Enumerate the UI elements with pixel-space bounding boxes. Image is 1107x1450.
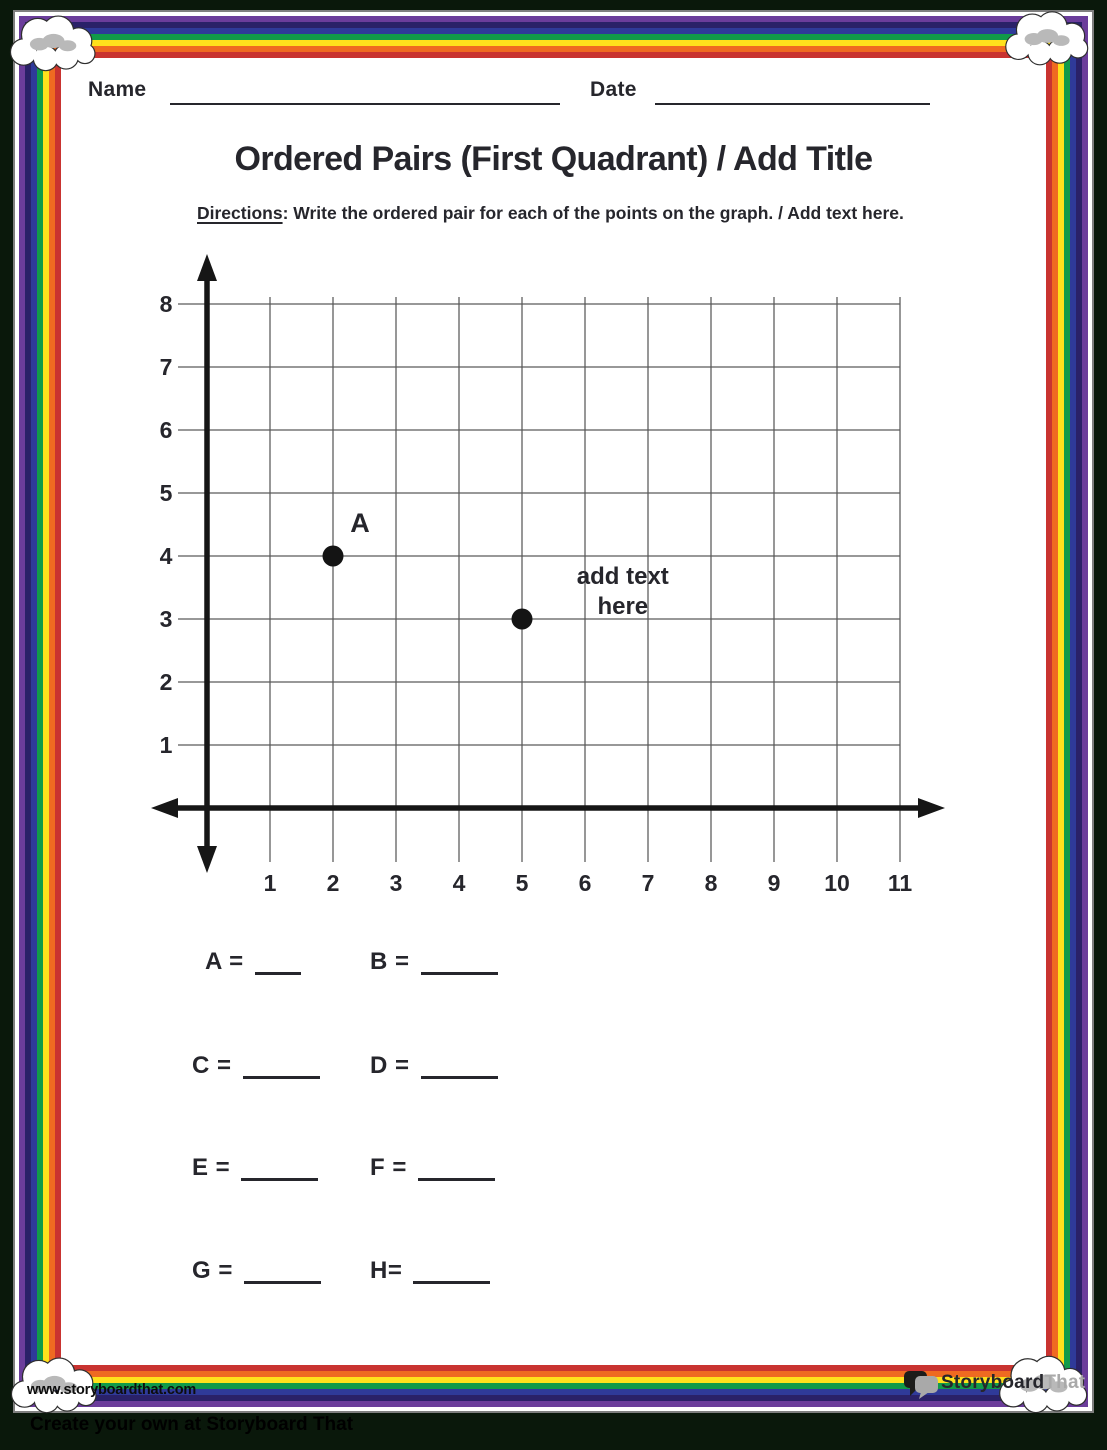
y-tick-label: 1 bbox=[159, 732, 173, 758]
y-tick-label: 2 bbox=[159, 669, 173, 695]
answer-blank bbox=[421, 1062, 498, 1079]
name-label: Name bbox=[88, 78, 147, 101]
answer-item bbox=[370, 1154, 495, 1182]
logo-storyboard: Storyboard bbox=[941, 1372, 1045, 1393]
x-tick-label: 8 bbox=[704, 870, 718, 896]
answer-item bbox=[370, 948, 498, 976]
x-tick-label: 9 bbox=[767, 870, 781, 896]
x-tick-label: 10 bbox=[824, 870, 850, 896]
page-title: Ordered Pairs (First Quadrant) / Add Title bbox=[234, 140, 873, 178]
answer-item bbox=[192, 1154, 318, 1182]
annotation-text: here bbox=[597, 592, 649, 620]
x-tick-label: 7 bbox=[641, 870, 655, 896]
answer-label: B = bbox=[370, 948, 410, 975]
answer-label: D = bbox=[370, 1052, 410, 1079]
answer-label: H= bbox=[370, 1257, 403, 1284]
data-point bbox=[323, 546, 344, 567]
y-axis-arrow-down-icon bbox=[197, 846, 217, 873]
data-point bbox=[512, 609, 533, 630]
date-label: Date bbox=[590, 78, 637, 101]
coordinate-grid bbox=[145, 250, 960, 905]
answer-blank bbox=[244, 1267, 321, 1284]
answer-blank bbox=[421, 958, 498, 975]
annotation-text: add text bbox=[576, 562, 669, 590]
directions-label: Directions bbox=[197, 203, 283, 223]
name-line bbox=[170, 103, 560, 105]
x-tick-label: 2 bbox=[326, 870, 340, 896]
storyboardthat-logo-icon bbox=[903, 1368, 943, 1400]
x-tick-label: 6 bbox=[578, 870, 592, 896]
y-tick-label: 7 bbox=[159, 354, 173, 380]
answer-label: E = bbox=[192, 1154, 231, 1181]
directions-text: : Write the ordered pair for each of the points on the graph. / Add text here. bbox=[282, 203, 904, 223]
x-tick-label: 3 bbox=[389, 870, 403, 896]
create-your-own-tagline: Create your own at Storyboard That bbox=[30, 1414, 354, 1435]
answer-label: F = bbox=[370, 1154, 407, 1181]
x-tick-label: 1 bbox=[263, 870, 277, 896]
x-tick-label: 11 bbox=[887, 870, 913, 896]
directions bbox=[197, 203, 957, 224]
x-tick-label: 5 bbox=[515, 870, 529, 896]
answer-blank bbox=[243, 1062, 320, 1079]
answer-blank bbox=[418, 1164, 495, 1181]
answer-label: C = bbox=[192, 1052, 232, 1079]
x-axis-arrow-left-icon bbox=[151, 798, 178, 818]
point-label: A bbox=[350, 508, 370, 538]
logo-that: That bbox=[1044, 1372, 1086, 1393]
answer-blank bbox=[241, 1164, 318, 1181]
y-tick-label: 5 bbox=[159, 480, 173, 506]
answer-item bbox=[370, 1257, 490, 1285]
answer-item bbox=[370, 1052, 498, 1080]
x-axis-arrow-right-icon bbox=[918, 798, 945, 818]
y-tick-label: 6 bbox=[159, 417, 173, 443]
date-line bbox=[655, 103, 930, 105]
y-tick-label: 8 bbox=[159, 291, 173, 317]
y-tick-label: 4 bbox=[159, 543, 173, 569]
answer-item bbox=[192, 1257, 321, 1285]
answer-label: G = bbox=[192, 1257, 233, 1284]
storyboardthat-logo-text bbox=[941, 1372, 1085, 1394]
y-axis-arrow-up-icon bbox=[197, 254, 217, 281]
website-url: www.storyboardthat.com bbox=[27, 1382, 197, 1398]
answer-item bbox=[192, 1052, 320, 1080]
answer-label: A = bbox=[205, 948, 244, 975]
answer-blank bbox=[255, 958, 301, 975]
answer-item bbox=[205, 948, 301, 976]
answer-blank bbox=[413, 1267, 490, 1284]
y-tick-label: 3 bbox=[159, 606, 173, 632]
x-tick-label: 4 bbox=[452, 870, 466, 896]
